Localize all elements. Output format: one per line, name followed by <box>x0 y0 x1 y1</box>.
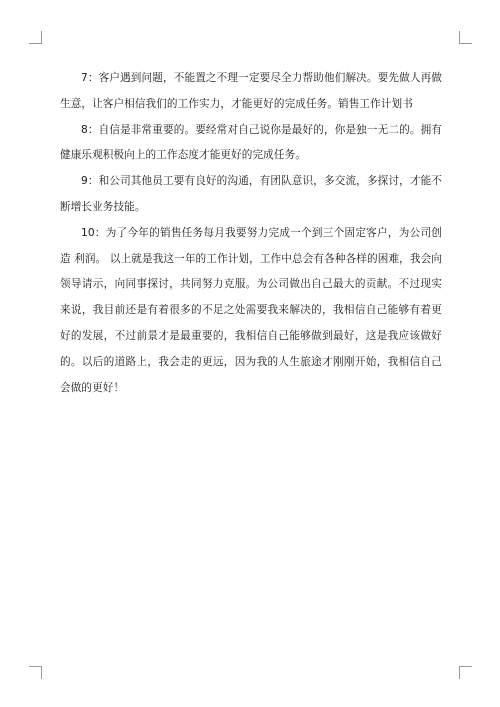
crop-mark-bottom-right <box>459 666 472 679</box>
document-body <box>60 66 442 401</box>
crop-mark-top-right <box>459 31 472 44</box>
paragraph-9: 9：和公司其他员工要有良好的沟通，有团队意识，多交流，多探讨，才能不断增长业务技能。 <box>60 175 442 213</box>
paragraph-8: 8：自信是非常重要的。要经常对自己说你是最好的，你是独一无二的。拥有健康乐观积极向上的工作态度才能更好的完成任务。 <box>60 123 442 162</box>
paragraph-7: 7：客户遇到问题，不能置之不理一定要尽全力帮助他们解决。要先做人再做生意，让客户相信我们的工作实力，才能更好的完成任务。销售工作计划书 <box>60 72 442 110</box>
crop-mark-top-left <box>29 31 42 44</box>
paragraph-10: 10：为了今年的销售任务每月我要努力完成一个到三个固定客户，为公司创造 利润。 以上就是我这一年的工作计划，工作中总会有各种各样的困难，我会向领导请示，向同事探讨，共同努力克服。为公司做出自己最大的贡献。不过现实来说，我目前还是有着很多的不足之处需要我来解决的，我相信自己能够有着更好的发展，不过前景才是最重要的，我相信自己能够做到最好，这是我应该做好的。以后的道路上，我会走的更远，因为我的人生旅途才刚刚开始，我相信自己会做的更好！ <box>60 226 442 394</box>
crop-mark-bottom-left <box>29 666 42 679</box>
